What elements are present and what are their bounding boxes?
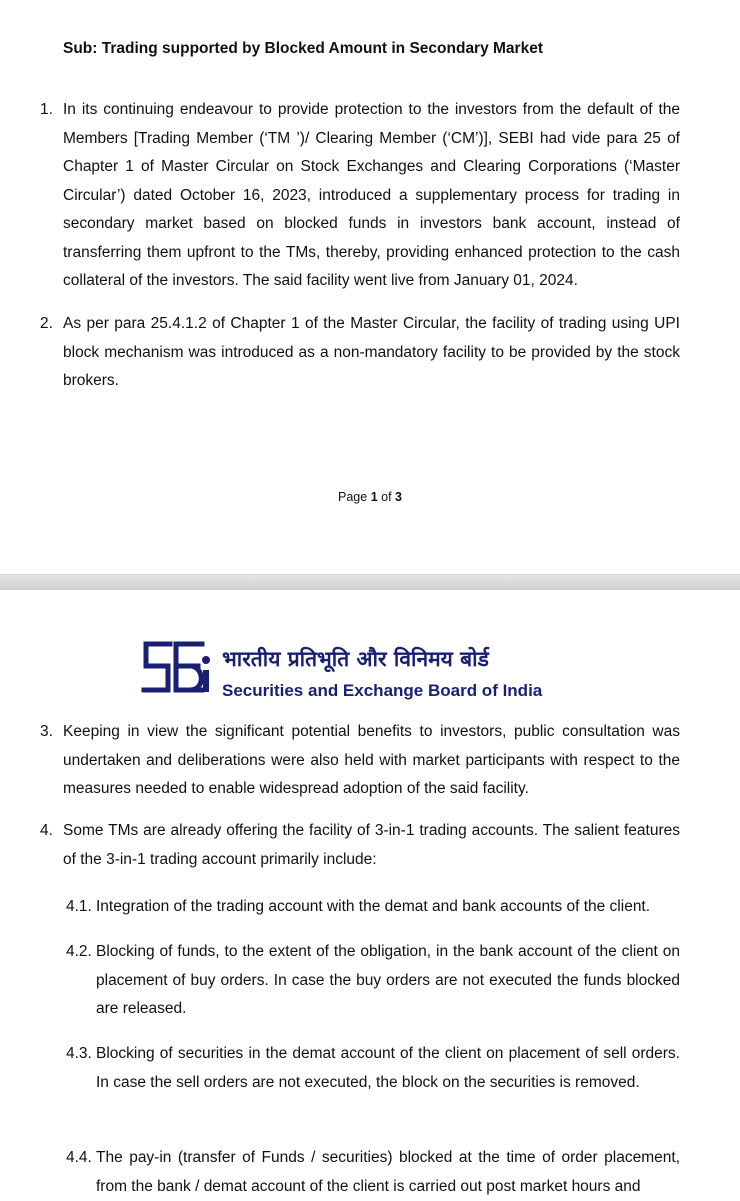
subject-line: Sub: Trading supported by Blocked Amount in Secondary Market	[63, 40, 543, 57]
paragraph-4	[40, 817, 680, 874]
subitem-4-2	[66, 938, 680, 1024]
paragraph-number: 4.	[40, 822, 53, 839]
page-footer	[0, 490, 740, 504]
footer-total-pages: 3	[395, 490, 402, 504]
logo-hindi-text: भारतीय प्रतिभूति और विनिमय बोर्ड	[222, 647, 489, 671]
subitem-number: 4.1.	[66, 898, 92, 915]
subitem-4-4	[66, 1144, 680, 1201]
subitem-text: The pay-in (transfer of Funds / securities) blocked at the time of order placement, from the bank / demat account of the client is carried out post market hours and	[96, 1149, 680, 1195]
paragraph-text: In its continuing endeavour to provide protection to the investors from the default of the Members [Trading Member (‘TM ’)/ Clearing Member (‘CM’)], SEBI had vide para 25 of Chapter 1 of Master Circular on Stock Exchanges and Clearing Corporations (‘Master Circular’) dated October 16, 2023, introduced a supplementary process for trading in secondary market based on blocked funds in investors bank account, instead of transferring them upfront to the TMs, thereby, providing enhanced protection to the cash collateral of the investors. The said facility went live from January 01, 2024.	[63, 101, 680, 289]
document-page-1	[0, 0, 740, 574]
sebi-logo-icon	[140, 640, 212, 702]
subitem-number: 4.3.	[66, 1045, 92, 1062]
paragraph-3	[40, 718, 680, 804]
subitem-4-3	[66, 1040, 680, 1097]
subitem-number: 4.2.	[66, 943, 92, 960]
paragraph-number: 3.	[40, 723, 53, 740]
footer-of: of	[377, 490, 396, 504]
subitem-text: Blocking of funds, to the extent of the obligation, in the bank account of the client on placement of buy orders. In case the buy orders are not executed the funds blocked are released.	[96, 943, 680, 1017]
paragraph-text: Some TMs are already offering the facility of 3-in-1 trading accounts. The salient features of the 3-in-1 trading account primarily include:	[63, 822, 680, 868]
document-page-2	[0, 590, 740, 1200]
subitem-number: 4.4.	[66, 1149, 92, 1166]
paragraph-number: 1.	[40, 101, 53, 118]
paragraph-text: Keeping in view the significant potential benefits to investors, public consultation was undertaken and deliberations were also held with market participants with respect to the measures needed to enable widespread adoption of the said facility.	[63, 723, 680, 797]
subitem-text: Blocking of securities in the demat account of the client on placement of sell orders. In case the sell orders are not executed, the block on the securities is removed.	[96, 1045, 680, 1091]
paragraph-number: 2.	[40, 315, 53, 332]
paragraph-1	[40, 96, 680, 296]
subitem-text: Integration of the trading account with the demat and bank accounts of the client.	[96, 898, 651, 915]
paragraph-text: As per para 25.4.1.2 of Chapter 1 of the Master Circular, the facility of trading using UPI block mechanism was introduced as a non-mandatory facility to be provided by the stock brokers.	[63, 315, 680, 389]
footer-current-page: 1	[370, 490, 378, 504]
footer-prefix: Page	[338, 490, 371, 504]
paragraph-2	[40, 310, 680, 396]
subitem-4-1	[66, 893, 680, 922]
logo-english-text: Securities and Exchange Board of India	[222, 681, 543, 700]
page-separator	[0, 574, 740, 590]
